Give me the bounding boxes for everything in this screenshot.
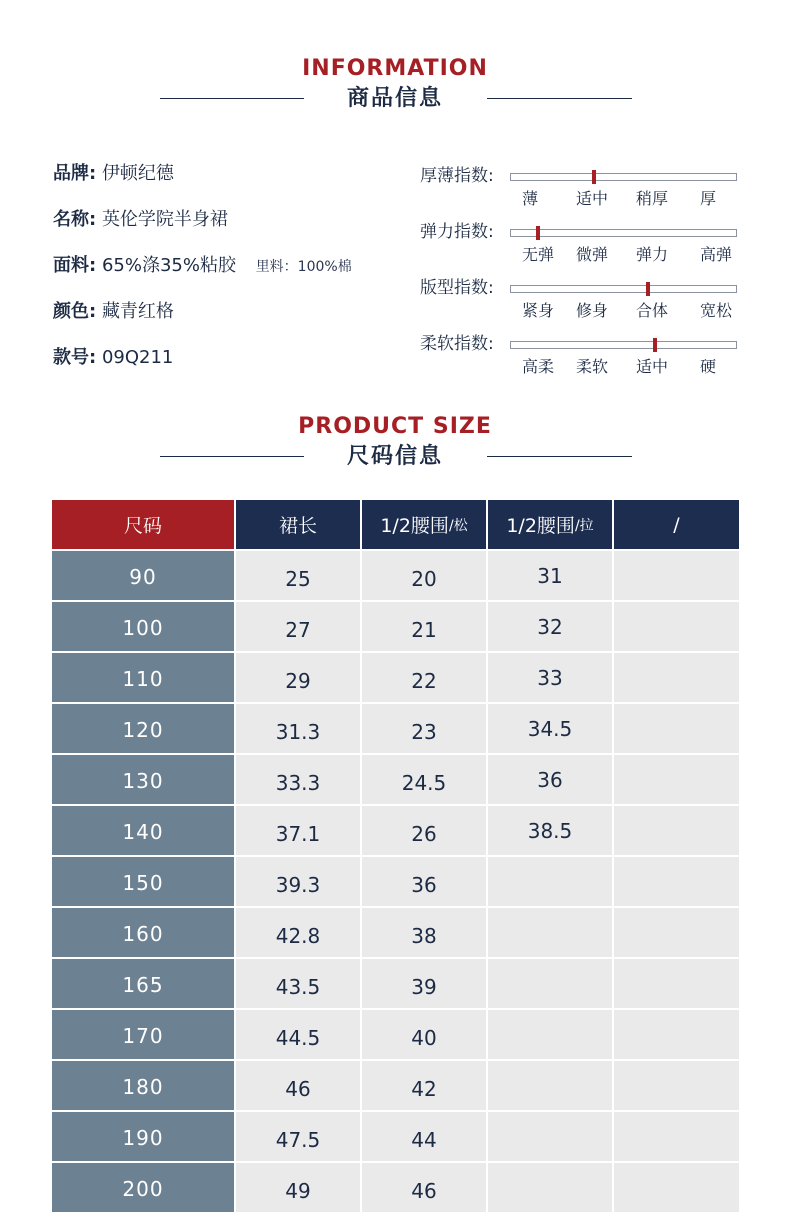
- table-cell: [614, 602, 739, 651]
- index-softness-label: 柔软指数:: [420, 334, 494, 354]
- table-cell: 26: [362, 806, 486, 855]
- table-row: [52, 908, 739, 959]
- header-cell-label: 1/2腰围: [380, 515, 449, 537]
- size-table-body: [52, 551, 739, 1214]
- size-label-cell: 90: [52, 551, 234, 600]
- table-cell: 38: [362, 908, 486, 957]
- size-table: [52, 500, 739, 1214]
- index-softness: [420, 333, 750, 383]
- index-tick-label: 柔软: [576, 357, 609, 376]
- table-cell: 24.5: [362, 755, 486, 804]
- table-cell: 42.8: [236, 908, 360, 957]
- table-cell: 29: [236, 653, 360, 702]
- index-thickness: [420, 165, 750, 215]
- table-cell: [614, 959, 739, 1008]
- table-cell: [488, 959, 612, 1008]
- header-cell: [362, 500, 486, 549]
- index-tick-label: 紧身: [522, 301, 555, 320]
- header-cell: [236, 500, 360, 549]
- index-tick-label: 厚: [700, 189, 717, 208]
- table-cell: [614, 1061, 739, 1110]
- table-row: [52, 653, 739, 704]
- table-cell: [488, 1061, 612, 1110]
- header-cell-unit: /松: [448, 517, 468, 534]
- index-tick-label: 高弹: [700, 245, 733, 264]
- info-style-no-key: 款号:: [53, 347, 97, 368]
- index-fit-label: 版型指数:: [420, 278, 494, 298]
- info-style-no: [53, 346, 173, 370]
- table-row: [52, 959, 739, 1010]
- index-tick-label: 宽松: [700, 301, 733, 320]
- table-cell: 34.5: [488, 704, 612, 753]
- index-stretch-ticks: [510, 245, 746, 267]
- size-label-cell: 180: [52, 1061, 234, 1110]
- info-style-no-value: 09Q211: [101, 347, 174, 368]
- index-thickness-ticks: [510, 189, 746, 211]
- info-brand: [53, 162, 174, 186]
- size-label-cell: 190: [52, 1112, 234, 1161]
- header-cell: [52, 500, 234, 549]
- size-label-cell: 165: [52, 959, 234, 1008]
- information-title-cn: 商品信息: [346, 86, 443, 111]
- information-header: [0, 56, 790, 114]
- table-cell: 33.3: [236, 755, 360, 804]
- index-stretch-track: [510, 229, 737, 237]
- header-cell-label: 尺码: [123, 515, 162, 537]
- table-cell: [488, 1112, 612, 1161]
- table-cell: [614, 1010, 739, 1059]
- table-cell: [488, 1163, 612, 1212]
- table-row: [52, 1163, 739, 1214]
- size-label-cell: 150: [52, 857, 234, 906]
- info-fabric-value: 65%涤35%粘胶: [101, 255, 236, 276]
- index-thickness-marker: [592, 170, 596, 184]
- table-cell: 39: [362, 959, 486, 1008]
- table-row: [52, 1010, 739, 1061]
- table-cell: 46: [236, 1061, 360, 1110]
- table-cell: 38.5: [488, 806, 612, 855]
- index-tick-label: 适中: [636, 357, 669, 376]
- table-cell: 47.5: [236, 1112, 360, 1161]
- index-stretch-label: 弹力指数:: [420, 222, 494, 242]
- index-tick-label: 硬: [700, 357, 717, 376]
- table-row: [52, 1112, 739, 1163]
- table-cell: 33: [488, 653, 612, 702]
- table-cell: 40: [362, 1010, 486, 1059]
- index-fit-marker: [646, 282, 650, 296]
- index-tick-label: 修身: [576, 301, 609, 320]
- index-stretch-marker: [536, 226, 540, 240]
- index-tick-label: 高柔: [522, 357, 555, 376]
- table-cell: 31: [488, 551, 612, 600]
- table-row: [52, 704, 739, 755]
- index-tick-label: 稍厚: [636, 189, 669, 208]
- table-cell: [614, 704, 739, 753]
- info-name-value: 英伦学院半身裙: [101, 209, 228, 230]
- table-row: [52, 551, 739, 602]
- size-header: [0, 414, 790, 472]
- information-title-en: INFORMATION: [302, 56, 488, 81]
- index-fit-ticks: [510, 301, 746, 323]
- size-label-cell: 200: [52, 1163, 234, 1212]
- index-softness-ticks: [510, 357, 746, 379]
- header-cell-label: 裙长: [278, 515, 317, 537]
- table-cell: 44.5: [236, 1010, 360, 1059]
- table-cell: 36: [362, 857, 486, 906]
- table-cell: [614, 1163, 739, 1212]
- size-title-cn: 尺码信息: [346, 444, 443, 469]
- size-rule-right: [487, 456, 632, 457]
- info-lining-note: 里料：100%棉: [255, 259, 352, 275]
- info-color-value: 藏青红格: [101, 301, 174, 322]
- table-row: [52, 806, 739, 857]
- size-label-cell: 140: [52, 806, 234, 855]
- index-tick-label: 薄: [522, 189, 539, 208]
- info-color: [53, 300, 174, 324]
- index-tick-label: 合体: [636, 301, 669, 320]
- table-cell: [614, 857, 739, 906]
- index-softness-marker: [653, 338, 657, 352]
- table-cell: 32: [488, 602, 612, 651]
- info-fabric: [53, 254, 352, 279]
- index-tick-label: 弹力: [636, 245, 669, 264]
- table-cell: [614, 908, 739, 957]
- table-cell: 39.3: [236, 857, 360, 906]
- table-cell: [614, 551, 739, 600]
- size-rule-left: [160, 456, 304, 457]
- table-cell: 46: [362, 1163, 486, 1212]
- table-cell: [614, 1112, 739, 1161]
- info-brand-value: 伊顿纪德: [101, 163, 174, 184]
- info-brand-key: 品牌:: [53, 163, 97, 184]
- table-cell: 20: [362, 551, 486, 600]
- table-cell: [488, 908, 612, 957]
- table-row: [52, 602, 739, 653]
- table-cell: 31.3: [236, 704, 360, 753]
- size-label-cell: 160: [52, 908, 234, 957]
- header-cell: [488, 500, 612, 549]
- header-cell-unit: /拉: [574, 517, 594, 534]
- index-tick-label: 微弹: [576, 245, 609, 264]
- info-fabric-key: 面料:: [53, 255, 97, 276]
- table-row: [52, 857, 739, 908]
- table-cell: [614, 653, 739, 702]
- table-cell: 22: [362, 653, 486, 702]
- table-cell: 23: [362, 704, 486, 753]
- table-cell: [614, 755, 739, 804]
- table-cell: 49: [236, 1163, 360, 1212]
- table-cell: 42: [362, 1061, 486, 1110]
- table-cell: 21: [362, 602, 486, 651]
- info-name-key: 名称:: [53, 209, 97, 230]
- info-color-key: 颜色:: [53, 301, 97, 322]
- table-cell: 27: [236, 602, 360, 651]
- index-fit-track: [510, 285, 737, 293]
- table-cell: [614, 806, 739, 855]
- index-thickness-label: 厚薄指数:: [420, 166, 494, 186]
- header-cell-label: /: [673, 513, 680, 536]
- size-table-header: [52, 500, 739, 551]
- size-title-en: PRODUCT SIZE: [298, 414, 492, 439]
- table-cell: 25: [236, 551, 360, 600]
- index-tick-label: 无弹: [522, 245, 555, 264]
- table-cell: [488, 857, 612, 906]
- info-name: [53, 208, 228, 232]
- header-cell-label: 1/2腰围: [506, 515, 575, 537]
- index-softness-track: [510, 341, 737, 349]
- table-cell: 37.1: [236, 806, 360, 855]
- index-fit: [420, 277, 750, 327]
- table-cell: 43.5: [236, 959, 360, 1008]
- table-row: [52, 755, 739, 806]
- header-rule-left: [160, 98, 304, 99]
- index-tick-label: 适中: [576, 189, 609, 208]
- header-rule-right: [487, 98, 632, 99]
- table-cell: [488, 1010, 612, 1059]
- table-cell: 44: [362, 1112, 486, 1161]
- size-label-cell: 120: [52, 704, 234, 753]
- table-cell: 36: [488, 755, 612, 804]
- header-cell: [614, 500, 739, 549]
- index-thickness-track: [510, 173, 737, 181]
- size-label-cell: 170: [52, 1010, 234, 1059]
- index-stretch: [420, 221, 750, 271]
- size-label-cell: 130: [52, 755, 234, 804]
- size-label-cell: 110: [52, 653, 234, 702]
- table-row: [52, 1061, 739, 1112]
- size-label-cell: 100: [52, 602, 234, 651]
